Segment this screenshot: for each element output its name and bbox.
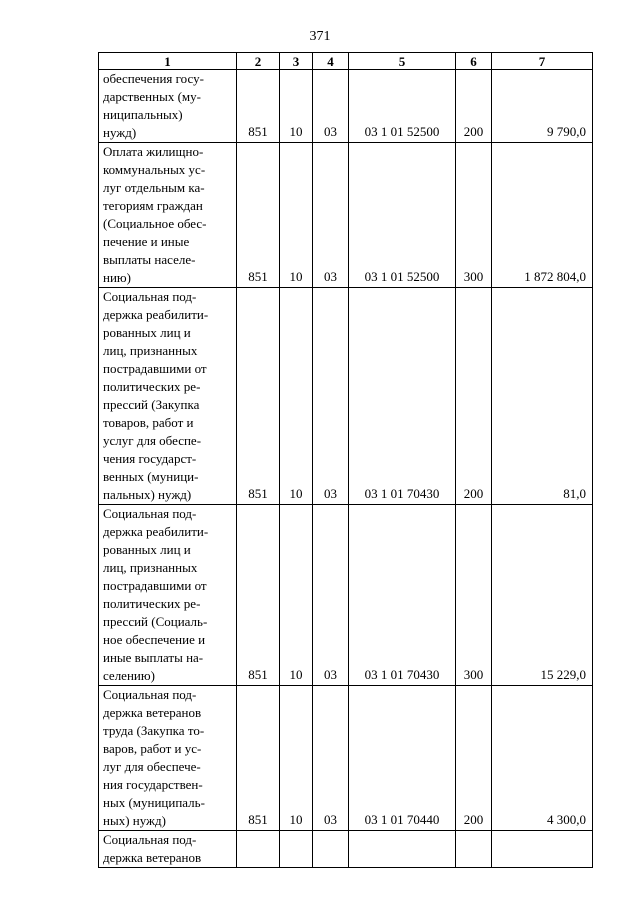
- row-description: Социальная под- держка реабилити- рованных лиц и лиц, признанных пострадавшими от политических ре- прессий (Закупка товаров, работ и услуг для обеспе- чения государст- венных (муници- пальных) нужд): [99, 288, 237, 505]
- row-description: Социальная под- держка ветеранов: [99, 831, 237, 868]
- row-col-4: 03: [313, 143, 349, 288]
- row-col-3: [280, 831, 313, 868]
- row-col-4: 03: [313, 70, 349, 143]
- row-col-7: [492, 831, 593, 868]
- row-col-3: 10: [280, 70, 313, 143]
- row-col-5: 03 1 01 52500: [349, 143, 456, 288]
- table-row: [99, 831, 593, 868]
- header-col-5: 5: [349, 53, 456, 70]
- row-col-5: 03 1 01 70440: [349, 686, 456, 831]
- row-col-4: [313, 831, 349, 868]
- row-col-4: 03: [313, 686, 349, 831]
- row-col-7: 15 229,0: [492, 505, 593, 686]
- row-description: Социальная под- держка реабилити- рованных лиц и лиц, признанных пострадавшими от политических ре- прессий (Социаль- ное обеспечение и иные выплаты на- селению): [99, 505, 237, 686]
- row-col-5: 03 1 01 70430: [349, 288, 456, 505]
- table-row: [99, 505, 593, 686]
- row-col-7: 81,0: [492, 288, 593, 505]
- header-col-7: 7: [492, 53, 593, 70]
- row-col-7: 1 872 804,0: [492, 143, 593, 288]
- header-row: [99, 53, 593, 70]
- row-col-6: 300: [456, 143, 492, 288]
- table-row: [99, 686, 593, 831]
- row-col-7: 4 300,0: [492, 686, 593, 831]
- row-col-4: 03: [313, 505, 349, 686]
- header-col-1: 1: [99, 53, 237, 70]
- row-col-5: [349, 831, 456, 868]
- row-col-3: 10: [280, 505, 313, 686]
- table-row: [99, 143, 593, 288]
- header-col-2: 2: [237, 53, 280, 70]
- row-col-2: [237, 831, 280, 868]
- row-col-2: 851: [237, 505, 280, 686]
- table-row: [99, 288, 593, 505]
- page-number: 371: [309, 29, 331, 44]
- row-col-6: 300: [456, 505, 492, 686]
- row-description: обеспечения госу- дарственных (му- ниципальных) нужд): [99, 70, 237, 143]
- row-col-2: 851: [237, 288, 280, 505]
- row-col-6: 200: [456, 288, 492, 505]
- row-col-7: 9 790,0: [492, 70, 593, 143]
- header-col-3: 3: [280, 53, 313, 70]
- row-col-2: 851: [237, 70, 280, 143]
- row-description: Оплата жилищно- коммунальных ус- луг отдельным ка- тегориям граждан (Социальное обес- печение и иные выплаты населе- нию): [99, 143, 237, 288]
- row-col-5: 03 1 01 52500: [349, 70, 456, 143]
- row-col-3: 10: [280, 143, 313, 288]
- row-col-6: [456, 831, 492, 868]
- header-col-4: 4: [313, 53, 349, 70]
- row-col-2: 851: [237, 143, 280, 288]
- table-row: [99, 70, 593, 143]
- budget-table: [98, 52, 593, 868]
- row-col-2: 851: [237, 686, 280, 831]
- row-description: Социальная под- держка ветеранов труда (Закупка то- варов, работ и ус- луг для обеспече- ния государствен- ных (муниципаль- ных) нужд): [99, 686, 237, 831]
- row-col-5: 03 1 01 70430: [349, 505, 456, 686]
- row-col-4: 03: [313, 288, 349, 505]
- row-col-3: 10: [280, 288, 313, 505]
- header-col-6: 6: [456, 53, 492, 70]
- row-col-6: 200: [456, 686, 492, 831]
- row-col-3: 10: [280, 686, 313, 831]
- row-col-6: 200: [456, 70, 492, 143]
